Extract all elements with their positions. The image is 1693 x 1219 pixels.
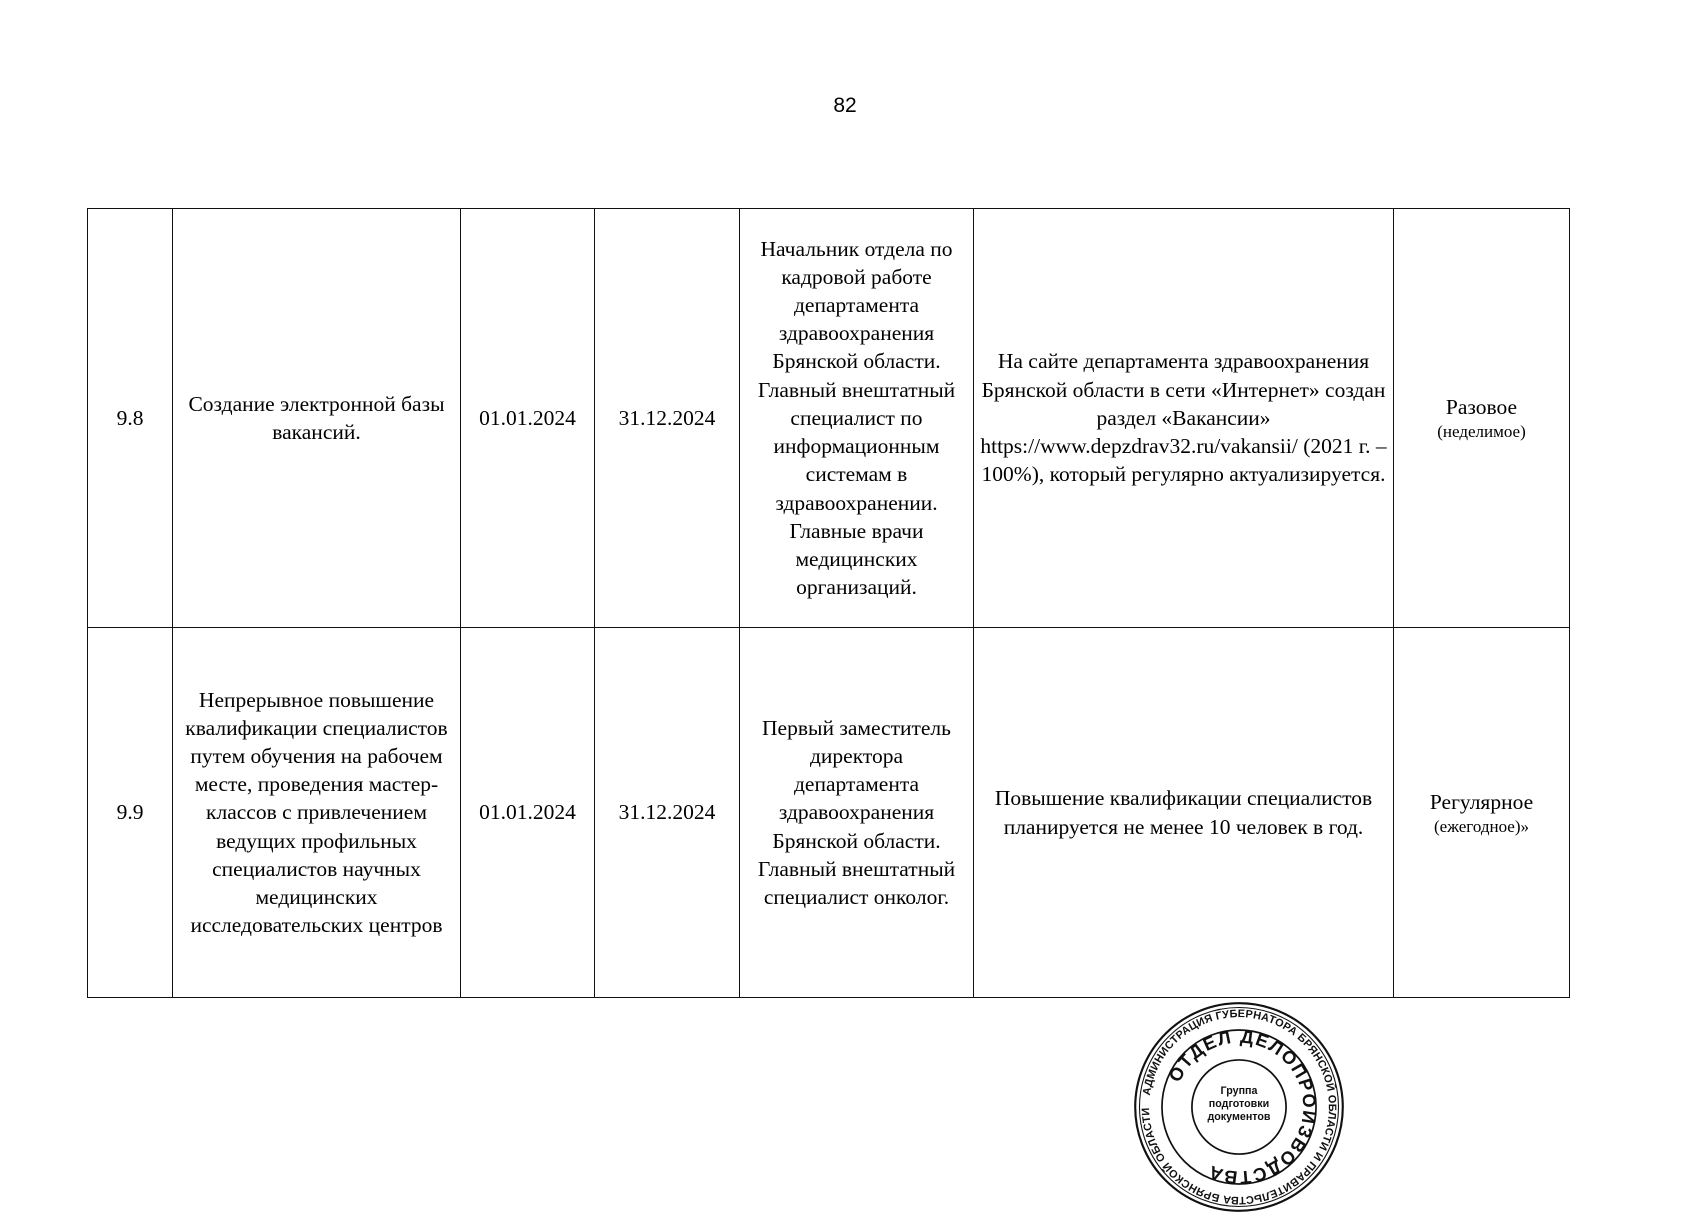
end-date-cell: 31.12.2024	[595, 628, 740, 998]
table-row	[88, 628, 1570, 998]
page-number: 82	[833, 94, 857, 117]
responsible-cell: Первый заместитель директора департамента здравоохранения Брянской области. Главный внештатный специалист онколог.	[740, 628, 974, 998]
type-cell	[1394, 628, 1570, 998]
type-note: (неделимое)	[1437, 422, 1526, 441]
activity-cell: Создание электронной базы вакансий.	[173, 209, 461, 628]
stamp-center-text: Группа подготовки документов	[1207, 1085, 1271, 1124]
stamp-middle-text: ОТДЕЛ ДЕЛОПРОИЗВОДСТВА	[1164, 1026, 1320, 1188]
type-cell	[1394, 209, 1570, 628]
office-stamp	[1132, 1000, 1346, 1214]
table-row	[88, 209, 1570, 628]
start-date-cell: 01.01.2024	[461, 209, 595, 628]
stamp-seal	[1132, 1000, 1346, 1214]
activity-cell: Непрерывное повышение квалификации специалистов путем обучения на рабочем месте, проведения мастер-классов с привлечением ведущих профильных специалистов научных медицинских исследовательских центров	[173, 628, 461, 998]
type-label: Разовое	[1445, 395, 1518, 419]
start-date-cell: 01.01.2024	[461, 628, 595, 998]
result-cell: На сайте департамента здравоохранения Брянской области в сети «Интернет» создан раздел «Вакансии» https://www.depzdrav32.ru/vakansii/ (2021 г. – 100%), который регулярно актуализируется.	[974, 209, 1394, 628]
end-date-cell: 31.12.2024	[595, 209, 740, 628]
stamp-outer-text: АДМИНИСТРАЦИЯ ГУБЕРНАТОРА БРЯНСКОЙ ОБЛАСТИ И ПРАВИТЕЛЬСТВА БРЯНСКОЙ ОБЛАСТИ	[1140, 1008, 1338, 1206]
type-label: Регулярное	[1429, 789, 1534, 814]
plan-table	[87, 208, 1570, 998]
responsible-cell: Начальник отдела по кадровой работе департамента здравоохранения Брянской области. Главный внештатный специалист по информационным системам в здравоохранении. Главные врачи медицинских организаций.	[740, 209, 974, 628]
result-cell: Повышение квалификации специалистов планируется не менее 10 человек в год.	[974, 628, 1394, 998]
row-number: 9.9	[88, 628, 173, 998]
type-note: (ежегодное)»	[1434, 816, 1529, 836]
row-number: 9.8	[88, 209, 173, 628]
